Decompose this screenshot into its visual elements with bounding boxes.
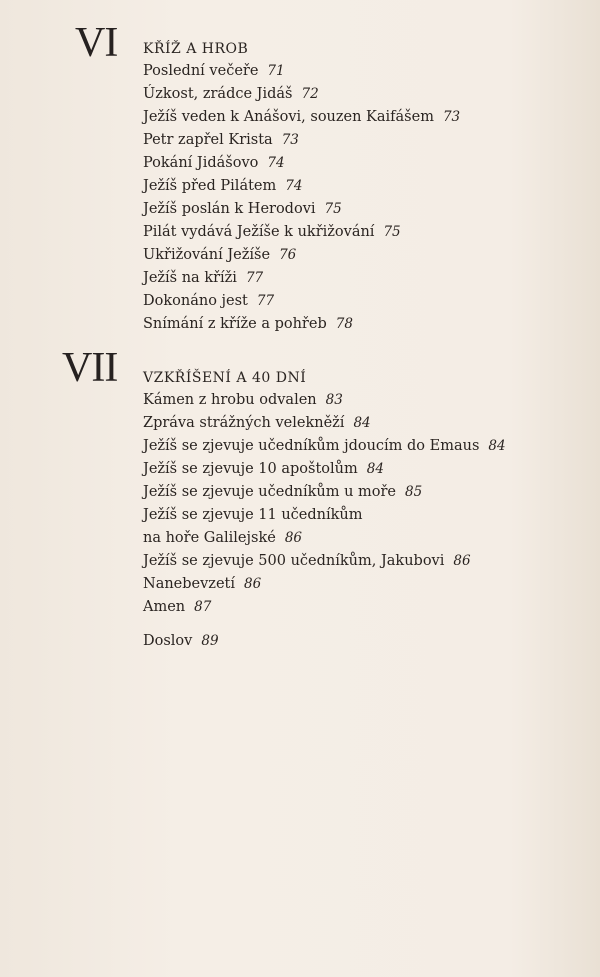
page-number: 78 (335, 316, 353, 332)
page-number: 73 (442, 109, 461, 125)
toc-entry: Ježíš na kříži 77 (143, 270, 264, 286)
page-number: 75 (324, 201, 342, 217)
afterword-entry: Doslov 89 (143, 633, 219, 649)
page-number: 84 (366, 461, 384, 477)
section-numeral-vii: VII (62, 345, 118, 391)
page-number: 77 (245, 270, 264, 286)
page-number: 71 (267, 63, 285, 79)
page-number: 86 (453, 553, 471, 569)
toc-entry: Ježíš se zjevuje 11 učedníkům (143, 507, 363, 523)
section-title-vii: VZKŘÍŠENÍ A 40 DNÍ (143, 370, 307, 386)
toc-entry: Ukřižování Ježíše 76 (143, 247, 297, 263)
page-number: 89 (201, 633, 219, 649)
toc-entry: Snímání z kříže a pohřeb 78 (143, 316, 353, 332)
toc-entry: Ježíš se zjevuje 10 apoštolům 84 (143, 461, 384, 477)
toc-entry: Pokání Jidášovo 74 (143, 155, 285, 171)
page-number: 75 (383, 224, 401, 240)
toc-entry: Ježíš poslán k Herodovi 75 (143, 201, 342, 217)
toc-entry: Poslední večeře 71 (143, 63, 285, 79)
toc-entry: Kámen z hrobu odvalen 83 (143, 392, 343, 408)
page-number: 72 (301, 86, 319, 102)
toc-entry: Ježíš se zjevuje 500 učedníkům, Jakubovi 86 (143, 553, 471, 569)
section-vii-entries (143, 367, 506, 619)
toc-entry: Úzkost, zrádce Jidáš 72 (143, 86, 319, 102)
toc-entry: Ježíš před Pilátem 74 (143, 178, 303, 194)
toc-entry: Ježíš se zjevuje učedníkům u moře 85 (143, 484, 423, 500)
section-vi-entries (143, 38, 460, 336)
page-number: 87 (194, 599, 212, 615)
page-number: 77 (256, 293, 275, 309)
toc-entry: Nanebevzetí 86 (143, 576, 262, 592)
toc-entry: Ježíš se zjevuje učedníkům jdoucím do Emaus 84 (143, 438, 506, 454)
afterword-entry-wrap (143, 630, 219, 653)
section-title-vi: KŘÍŽ A HROB (143, 41, 249, 57)
page-number: 84 (353, 415, 371, 431)
toc-entry: Zpráva strážných velekněží 84 (143, 415, 371, 431)
toc-entry: na hoře Galilejské 86 (143, 530, 302, 546)
toc-entry: Ježíš veden k Anášovi, souzen Kaifášem 73 (143, 109, 461, 125)
page-number: 86 (284, 530, 302, 546)
page-number: 83 (325, 392, 343, 408)
section-numeral-vi: VI (75, 20, 118, 66)
page-number: 74 (285, 178, 303, 194)
page-number: 85 (405, 484, 423, 500)
toc-entry: Dokonáno jest 77 (143, 293, 275, 309)
page-number: 84 (488, 438, 506, 454)
toc-entry: Pilát vydává Ježíše k ukřižování 75 (143, 224, 401, 240)
toc-entry: Petr zapřel Krista 73 (143, 132, 299, 148)
page-number: 86 (244, 576, 262, 592)
page-number: 74 (267, 155, 285, 171)
page-number: 76 (279, 247, 297, 263)
page-number: 73 (281, 132, 299, 148)
toc-entry: Amen 87 (143, 599, 212, 615)
